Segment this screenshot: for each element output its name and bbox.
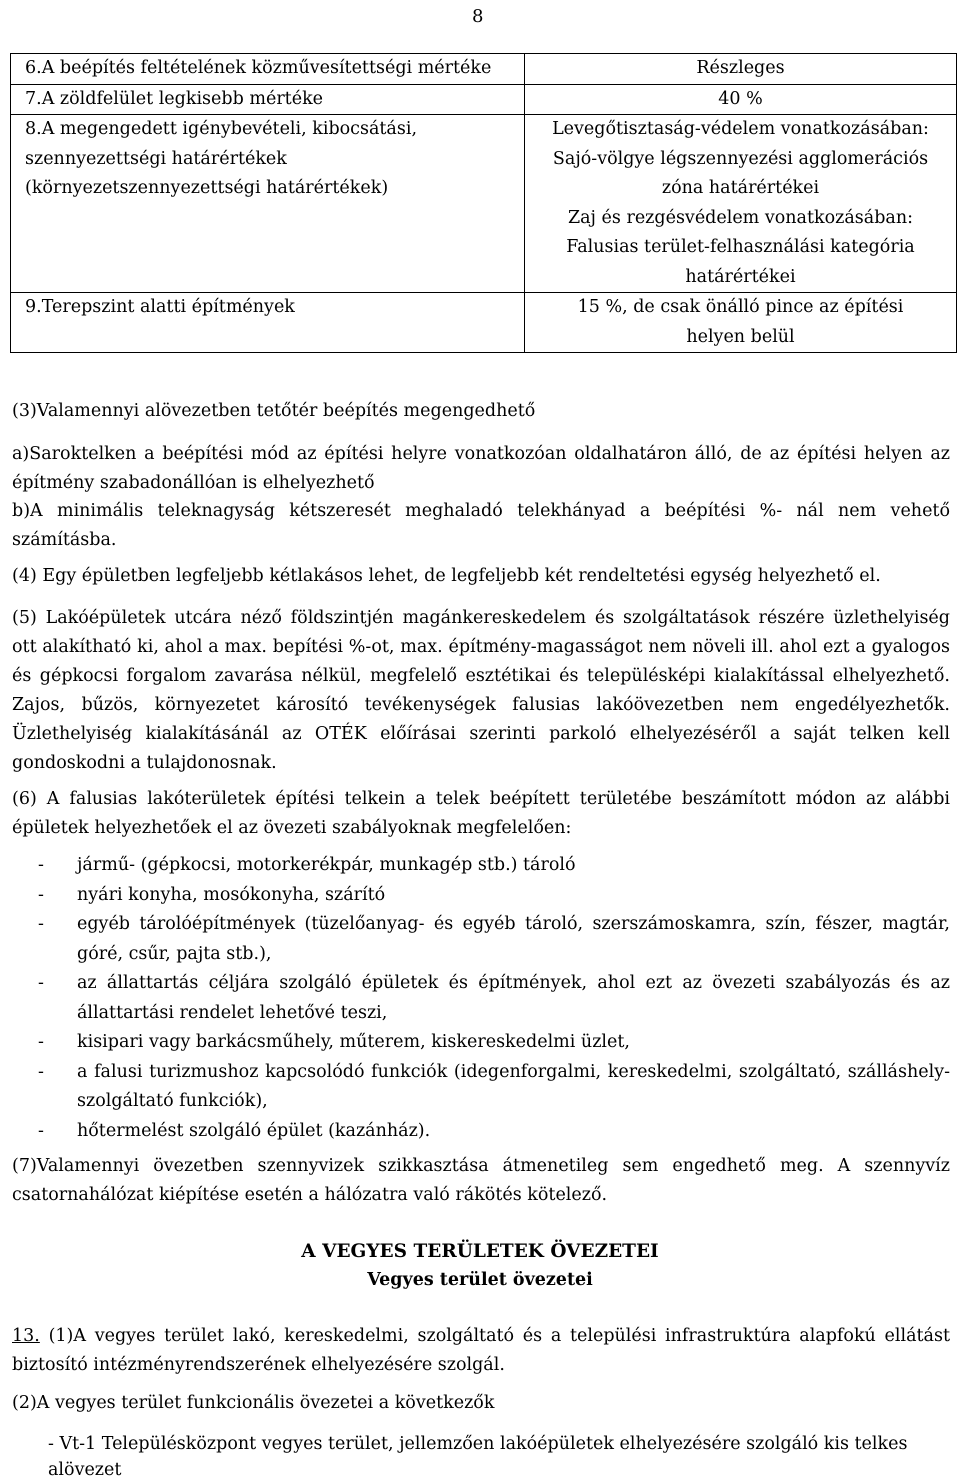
- list-item: [12, 1117, 950, 1147]
- value-line: Részleges: [696, 58, 785, 78]
- paragraph-13-1: [12, 1322, 950, 1380]
- list-item: [12, 969, 950, 1028]
- paragraph-3b: b)A minimális teleknagyság kétszeresét meghaladó telekhányad a beépítési %- nál nem vehető számításba.: [12, 501, 950, 550]
- value-line: 15 %, de csak önálló pince az építési: [577, 297, 904, 317]
- list-dash: -: [38, 914, 44, 934]
- table-cell-value: [525, 54, 957, 85]
- list-dash: -: [38, 1120, 44, 1141]
- zoning-parameters-table: [10, 53, 957, 353]
- table-cell-value: [525, 293, 957, 353]
- table-cell-label: 8.A megengedett igénybevételi, kibocsátási, szennyezettségi határértékek (környezetszennyezettségi határértékek): [11, 115, 525, 293]
- paragraph-6: (6) A falusias lakóterületek építési telkein a telek beépített területébe beszámított módon az alábbi épületek helyezhetőek el az övezeti szabályoknak megfelelően:: [12, 789, 950, 838]
- section-subheading: Vegyes terület övezetei: [367, 1270, 593, 1290]
- list-item: [12, 1058, 950, 1117]
- list-item: [12, 910, 950, 969]
- value-line: határértékei: [685, 266, 796, 287]
- list-dash: -: [38, 973, 44, 993]
- value-line: Falusias terület-felhasználási kategória: [566, 237, 915, 257]
- paragraph-3a: a)Saroktelken a beépítési mód az építési helyre vonatkozóan oldalhatáron álló, de az építési helyen az építmény szabadonállóan is elhelyezhető: [12, 444, 950, 493]
- table-row: [11, 54, 957, 85]
- table-cell-value: [525, 115, 957, 293]
- list-dash: -: [38, 1032, 44, 1052]
- zone-item-vt1: - Vt-1 Településközpont vegyes terület, jellemzően lakóépületek elhelyezésére szolgáló kis telkes alövezet: [48, 1434, 908, 1480]
- section-number: 13.: [12, 1326, 40, 1346]
- paragraph-13-1-text: (1)A vegyes terület lakó, kereskedelmi, szolgáltató és a települési infrastruktúra alapfokú ellátást biztosító intézményrendszerének elhelyezésére szolgál.: [12, 1326, 950, 1375]
- value-line: zóna határértékei: [661, 178, 820, 198]
- list-item-text: jármű- (gépkocsi, motorkerékpár, munkagép stb.) tároló: [77, 855, 576, 875]
- page-number: 8: [472, 6, 484, 27]
- section-heading: A VEGYES TERÜLETEK ÖVEZETEI: [301, 1241, 659, 1262]
- list-item-text: egyéb tárolóépítmények (tüzelőanyag- és egyéb tároló, szerszámoskamra, szín, fészer, magtár, góré, csűr, pajta stb.),: [77, 914, 950, 964]
- table-row: [11, 293, 957, 353]
- table-cell-label: 6.A beépítés feltételének közművesítettségi mértéke: [11, 54, 525, 85]
- list-item-text: a falusi turizmushoz kapcsolódó funkciók (idegenforgalmi, kereskedelmi, szolgáltató, szálláshely-szolgáltató funkciók),: [77, 1061, 950, 1111]
- list-item: [12, 851, 950, 881]
- list-item-text: az állattartás céljára szolgáló épületek és építmények, ahol ezt az övezeti szabályozás és az állattartási rendelet lehetővé teszi,: [77, 973, 950, 1023]
- building-types-list: [12, 851, 950, 1146]
- paragraph-13-2: (2)A vegyes terület funkcionális övezetei a következők: [12, 1393, 495, 1413]
- list-dash: -: [38, 884, 44, 905]
- value-line: helyen belül: [686, 326, 795, 347]
- list-item-text: kisipari vagy barkácsműhely, műterem, kiskereskedelmi üzlet,: [77, 1032, 630, 1052]
- list-item-text: nyári konyha, mosókonyha, szárító: [77, 884, 386, 905]
- table-row: [11, 115, 957, 293]
- table-row: [11, 84, 957, 115]
- paragraph-4: (4) Egy épületben legfeljebb kétlakásos lehet, de legfeljebb két rendeltetési egység helyezhető el.: [12, 566, 881, 586]
- value-line: 40 %: [718, 88, 763, 109]
- table-cell-label: 7.A zöldfelület legkisebb mértéke: [11, 84, 525, 115]
- value-line: Zaj és rezgésvédelem vonatkozásában:: [567, 207, 914, 228]
- paragraph-3: (3)Valamennyi alövezetben tetőtér beépítés megengedhető: [12, 401, 536, 421]
- paragraph-7: (7)Valamennyi övezetben szennyvizek szikkasztása átmenetileg sem engedhető meg. A szennyvíz csatornahálózat kiépítése esetén a hálózatra való rákötés kötelező.: [12, 1156, 950, 1205]
- table-cell-value: [525, 84, 957, 115]
- list-dash: -: [38, 855, 44, 875]
- value-line: Levegőtisztaság-védelem vonatkozásában:: [552, 119, 929, 139]
- table-cell-label: 9.Terepszint alatti építmények: [11, 293, 525, 353]
- paragraph-5: (5) Lakóépületek utcára néző földszintjén magánkereskedelem és szolgáltatások részére üzlethelyiség ott alakítható ki, ahol a max. bepítési %-ot, max. építmény-magasságot nem növeli ill. ahol ezt a gyalogos és gépkocsi forgalom zavarása nélkül, megfelelő esztétikai és településképi kialakítással elhelyezhető. Zajos, bűzös, környezetet károsító tevékenységek falusias lakóövezetben nem engedélyezhetők. Üzlethelyiség kialakításánál az OTÉK előírásai szerinti parkoló elhelyezéséről a saját telken kell gondoskodni a tulajdonosnak.: [12, 608, 950, 773]
- list-item: [12, 1028, 950, 1058]
- list-dash: -: [38, 1061, 44, 1082]
- list-item: [12, 881, 950, 911]
- value-line: Sajó-völgye légszennyezési agglomerációs: [552, 148, 929, 169]
- list-item-text: hőtermelést szolgáló épület (kazánház).: [77, 1120, 431, 1141]
